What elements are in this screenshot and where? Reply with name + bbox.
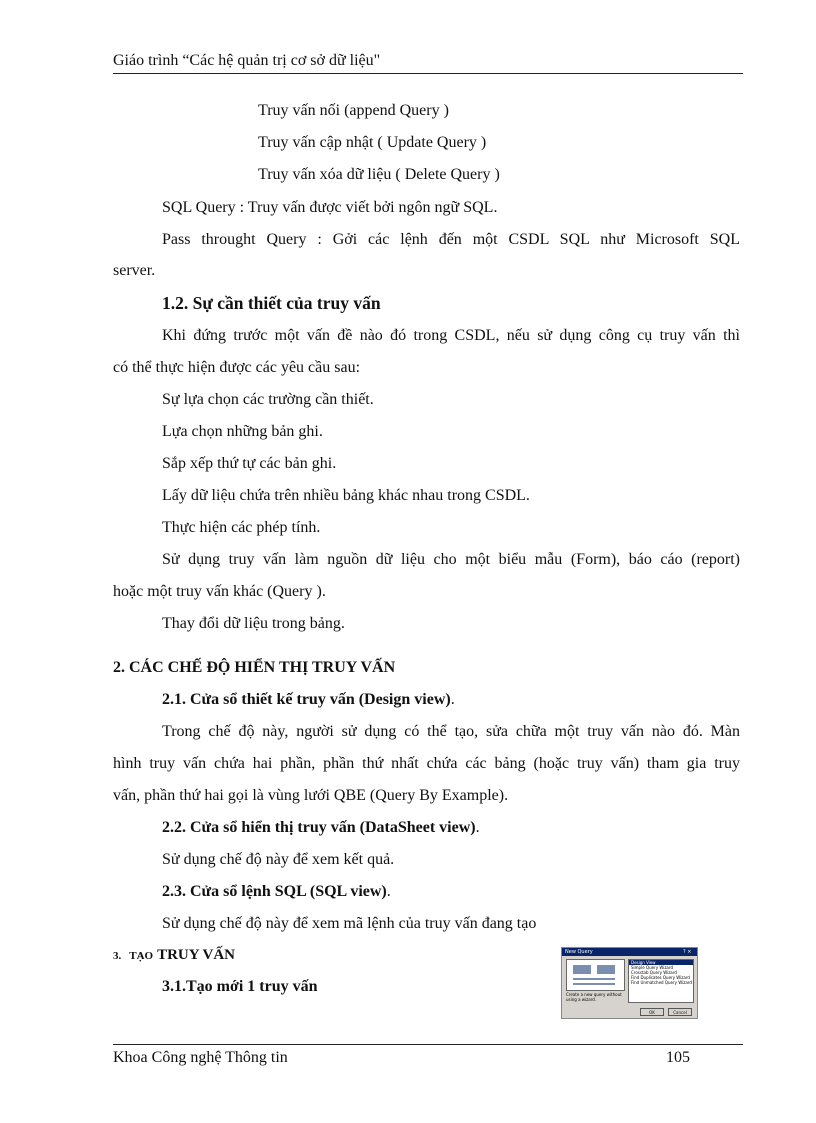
requirement-7: Thay đổi dữ liệu trong bảng. xyxy=(162,615,345,632)
pass-through-line-1: Pass throught Query : Gởi các lệnh đến một CSDL SQL như Microsoft SQL xyxy=(162,231,740,248)
pass-through-line-2: server. xyxy=(113,262,156,279)
requirement-1: Sự lựa chọn các trường cần thiết. xyxy=(162,391,374,408)
header-rule xyxy=(113,73,743,74)
page-number: 105 xyxy=(666,1049,690,1066)
query-type-append: Truy vấn nối (append Query ) xyxy=(258,102,449,119)
section-heading-2: 2. CÁC CHẾ ĐỘ HIỂN THỊ TRUY VẤN xyxy=(113,659,396,676)
intro-line-1: Khi đứng trước một vấn đề nào đó trong CSDL, nếu sử dụng công cụ truy vấn thì xyxy=(162,327,740,344)
requirement-2: Lựa chọn những bản ghi. xyxy=(162,423,323,440)
section-heading-2-1: 2.1. Cửa sổ thiết kế truy vấn (Design view). xyxy=(162,691,455,708)
section-heading-2-2: 2.2. Cửa sổ hiển thị truy vấn (DataSheet view). xyxy=(162,819,480,836)
requirement-5: Thực hiện các phép tính. xyxy=(162,519,321,536)
section-heading-3-1: 3.1.Tạo mới 1 truy vấn xyxy=(162,978,318,995)
dialog-title-bar: New Query xyxy=(562,948,697,956)
dialog-title-buttons: ? × xyxy=(683,949,692,955)
new-query-dialog-screenshot xyxy=(561,947,698,1019)
dialog-preview-image xyxy=(566,959,625,991)
footer-rule xyxy=(113,1044,743,1045)
requirement-4: Lấy dữ liệu chứa trên nhiều bảng khác nhau trong CSDL. xyxy=(162,487,530,504)
query-type-delete: Truy vấn xóa dữ liệu ( Delete Query ) xyxy=(258,166,500,183)
dialog-list-item: Find Unmatched Query Wizard xyxy=(631,980,692,985)
sqlview-line: Sử dụng chế độ này để xem mã lệnh của truy vấn đang tạo xyxy=(162,915,537,932)
intro-line-2: có thể thực hiện được các yêu cầu sau: xyxy=(113,359,361,376)
dialog-list-item: Simple Query Wizard xyxy=(631,965,673,970)
sql-query-line: SQL Query : Truy vấn được viết bởi ngôn ngữ SQL. xyxy=(162,199,498,216)
design-line-2: hình truy vấn chứa hai phần, phần thứ nhất chứa các bảng (hoặc truy vấn) tham gia truy xyxy=(113,755,740,772)
query-type-update: Truy vấn cập nhật ( Update Query ) xyxy=(258,134,487,151)
footer-department: Khoa Công nghệ Thông tin xyxy=(113,1049,288,1066)
section-heading-2-3: 2.3. Cửa sổ lệnh SQL (SQL view). xyxy=(162,883,391,900)
dialog-wizard-list xyxy=(628,959,694,1003)
design-line-3: vấn, phần thứ hai gọi là vùng lưới QBE (Query By Example). xyxy=(113,787,509,804)
dialog-description: Create a new query without using a wizard. xyxy=(566,992,622,1002)
dialog-list-item: Crosstab Query Wizard xyxy=(631,970,677,975)
requirement-6-line-2: hoặc một truy vấn khác (Query ). xyxy=(113,583,326,600)
requirement-6-line-1: Sử dụng truy vấn làm nguồn dữ liệu cho một biểu mẫu (Form), báo cáo (report) xyxy=(162,551,740,568)
section-heading-3: 3. TẠO TRUY VẤN xyxy=(113,947,236,963)
datasheet-line: Sử dụng chế độ này để xem kết quả. xyxy=(162,851,395,868)
running-header: Giáo trình “Các hệ quản trị cơ sở dữ liệu" xyxy=(113,52,381,69)
dialog-ok-button: OK xyxy=(640,1008,664,1016)
requirement-3: Sắp xếp thứ tự các bản ghi. xyxy=(162,455,337,472)
section-heading-1-2: 1.2. Sự cần thiết của truy vấn xyxy=(162,293,381,313)
design-line-1: Trong chế độ này, người sử dụng có thể tạo, sửa chữa một truy vấn nào đó. Màn xyxy=(162,723,740,740)
dialog-cancel-button: Cancel xyxy=(668,1008,692,1016)
dialog-list-item: Find Duplicates Query Wizard xyxy=(631,975,690,980)
dialog-list-item: Design View xyxy=(629,960,693,965)
